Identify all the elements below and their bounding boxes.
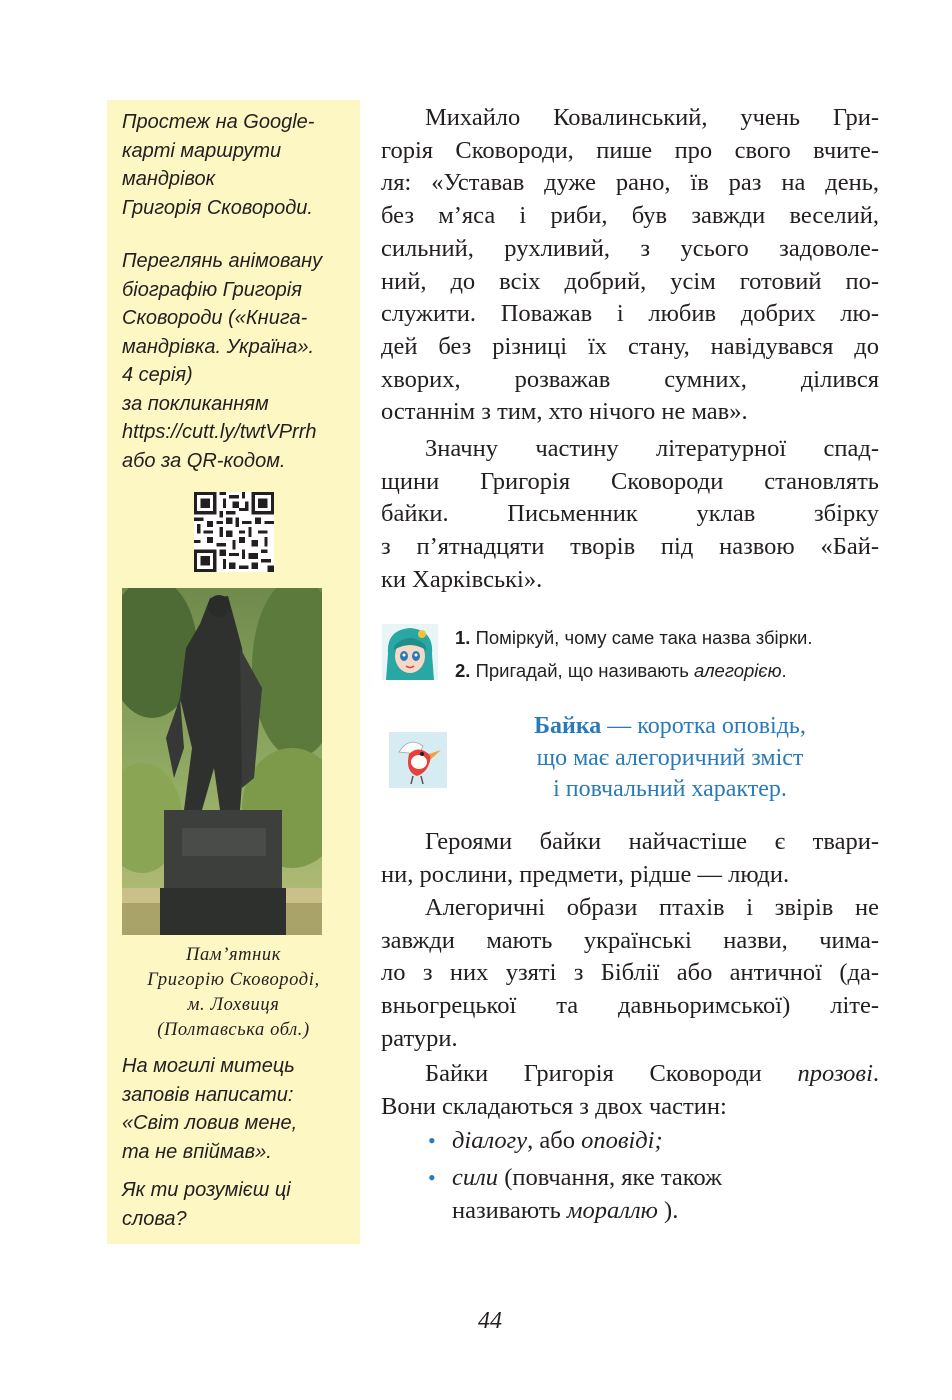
- bird-icon: [389, 732, 447, 788]
- text-emphasis: прозові: [797, 1060, 873, 1087]
- task-text: Поміркуй, чому саме така назва збірки.: [475, 627, 813, 648]
- text-line: сильний, рухливий, з усього задоволе-: [381, 234, 879, 262]
- monument-photo: [122, 588, 322, 935]
- video-link[interactable]: https://cutt.ly/twtVPrrh: [122, 421, 317, 443]
- text-line: з п’ятнадцяти творів під назвою «Бай-: [381, 533, 879, 561]
- text-line: Вони складаються з двох частин:: [381, 1092, 727, 1120]
- sidebar-line: за покликанням: [122, 392, 269, 415]
- task-term: алегорією: [694, 660, 782, 681]
- text-line: ля: «Уставав дуже рано, їв раз на день,: [381, 169, 879, 197]
- sidebar-line: мандрівка. Україна».: [122, 335, 315, 358]
- task-number: 1.: [455, 627, 471, 648]
- text-emphasis: мораллю: [566, 1197, 658, 1224]
- sidebar-line: 4 серія): [122, 364, 193, 386]
- sidebar-epitaph: [122, 1052, 352, 1166]
- page-number: 44: [478, 1308, 502, 1334]
- caption-line: Григорію Сковороді,: [147, 970, 320, 990]
- sidebar-line: або за QR-кодом.: [122, 449, 286, 472]
- sidebar-line: заповів написати:: [122, 1083, 294, 1106]
- list-item: [428, 1161, 722, 1227]
- girl-avatar-icon: [382, 624, 438, 680]
- text-line: служити. Поважав і любив добрих лю-: [381, 300, 879, 328]
- sidebar-line: мандрівок: [122, 168, 216, 190]
- definition-line: що має алегоричний зміст: [536, 744, 804, 771]
- paragraph-allegories: [381, 892, 879, 1056]
- text-line: Михайло Ковалинський, учень Гри-: [425, 104, 879, 131]
- text-line: Героями байки найчастіше є твари-: [425, 828, 879, 855]
- text-line: ни, рослини, предмети, рідше — люди.: [381, 860, 790, 888]
- definition-line: і повчальний характер.: [553, 776, 787, 802]
- text-line: Алегоричні образи птахів і звірів не: [425, 894, 879, 921]
- bullet-dot-icon: •: [428, 1165, 436, 1190]
- sidebar-question: [122, 1176, 352, 1233]
- text-run: , або: [527, 1127, 582, 1154]
- sidebar-line: Простеж на Google-: [122, 111, 315, 133]
- text-emphasis: оповіді;: [581, 1127, 663, 1154]
- sidebar-line: біографію Григорія: [122, 278, 302, 301]
- text-line: ки Харківські».: [381, 565, 543, 593]
- sidebar-line: Григорія Сковороди.: [122, 196, 313, 219]
- text-line: останнім з тим, хто нічого не мав».: [381, 398, 748, 426]
- text-line: горія Сковороди, пише про свого вчите-: [381, 136, 879, 164]
- text-emphasis: сили: [452, 1164, 499, 1191]
- bullet-dot-icon: •: [428, 1128, 436, 1153]
- fable-parts-list: [428, 1124, 722, 1227]
- text-run: Байки Григорія Сковороди: [425, 1060, 798, 1087]
- caption-line: Пам’ятник: [185, 945, 282, 965]
- caption-line: (Полтавська обл.): [157, 1020, 310, 1040]
- task-1: [455, 627, 813, 649]
- sidebar-line: слова?: [122, 1207, 187, 1230]
- task-text: Пригадай, що називають: [475, 660, 695, 681]
- text-line: хворих, розважав сумних, ділився: [381, 365, 879, 393]
- text-run: (повчання, яке також: [498, 1164, 722, 1191]
- caption-line: м. Лохвиця: [187, 995, 280, 1015]
- sidebar-map-task: [122, 108, 352, 222]
- sidebar-line: Сковороди («Книга-: [122, 307, 308, 329]
- definition-text: — коротка оповідь,: [601, 713, 806, 739]
- sidebar-line: та не впіймав».: [122, 1140, 272, 1163]
- text-line: байки. Письменник уклав збірку: [381, 500, 879, 528]
- photo-caption: [117, 943, 350, 1043]
- definition-line: [470, 711, 870, 743]
- fable-definition: [470, 711, 870, 806]
- paragraph-kovalynsky: [381, 102, 879, 429]
- text-line: вньогрецької та давньоримської) літе-: [381, 992, 879, 1020]
- sidebar-line: Як ти розумієш ці: [122, 1179, 291, 1201]
- text-run: називають: [452, 1197, 567, 1224]
- sidebar-line: карті маршрути: [122, 139, 282, 162]
- text-line: щини Григорія Сковороди становлять: [381, 467, 879, 495]
- text-line: завжди мають українські назви, чима-: [381, 926, 879, 954]
- sidebar-line: «Світ ловив мене,: [122, 1112, 298, 1134]
- sidebar-line: Переглянь анімовану: [122, 250, 323, 272]
- task-number: 2.: [455, 660, 471, 681]
- sidebar-video-task: [122, 247, 352, 475]
- task-text: .: [781, 660, 787, 681]
- list-item: [428, 1124, 722, 1157]
- text-line: [381, 1058, 879, 1091]
- paragraph-fables-collection: [381, 433, 879, 597]
- sidebar-line: На могилі митець: [122, 1055, 295, 1077]
- sidebar-panel: [107, 100, 360, 1244]
- text-line: дей без різниці їх стану, навідувався до: [381, 332, 879, 360]
- text-line: Значну частину літературної спад-: [425, 435, 879, 462]
- text-emphasis: діалогу: [452, 1127, 528, 1154]
- text-line: ло з них узяті з Біблії або античної (да-: [381, 959, 879, 987]
- text-line: без м’яса і риби, був завжди веселий,: [381, 202, 879, 230]
- qr-code-icon[interactable]: [194, 492, 274, 572]
- paragraph-heroes: [381, 826, 879, 891]
- paragraph-prose: [381, 1058, 879, 1123]
- text-line: ний, до всіх добрий, усім готовий по-: [381, 267, 879, 295]
- text-run: ).: [657, 1197, 679, 1224]
- definition-term: Байка: [534, 713, 602, 739]
- monument-image: [122, 588, 322, 935]
- text-run: .: [872, 1060, 879, 1087]
- text-line: ратури.: [381, 1024, 458, 1052]
- task-2: [455, 660, 787, 682]
